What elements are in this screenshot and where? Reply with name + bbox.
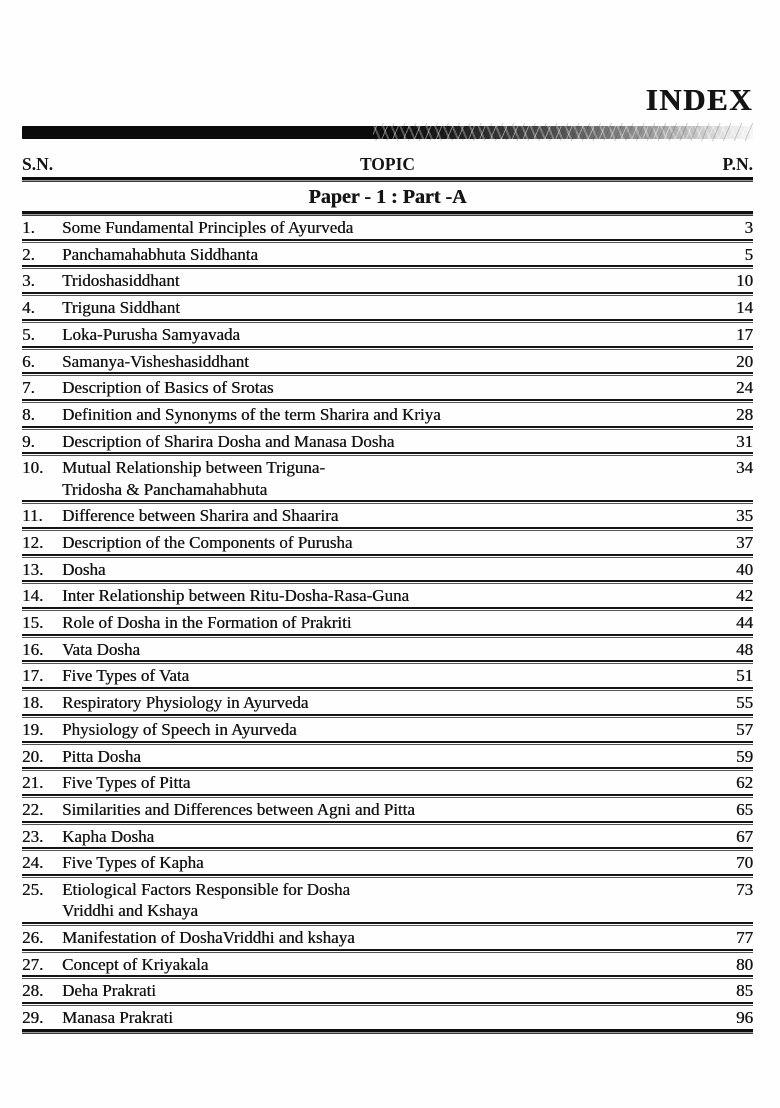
row-page-number: 51	[736, 666, 753, 686]
row-page-number: 55	[736, 693, 753, 713]
table-row	[22, 953, 753, 976]
row-serial-number: 8.	[22, 404, 35, 424]
row-topic-line1: Five Types of Kapha	[62, 853, 204, 873]
row-topic-line1: Panchamahabhuta Siddhanta	[62, 244, 258, 264]
header-page-number: P.N.	[722, 154, 753, 174]
row-topic	[62, 324, 693, 345]
row-rule	[22, 1029, 753, 1034]
row-topic-line1: Physiology of Speech in Ayurveda	[62, 719, 297, 739]
row-topic-line1: Tridoshasiddhant	[62, 271, 180, 291]
row-topic	[62, 270, 693, 291]
row-page-number: 80	[736, 954, 753, 974]
row-topic-line1: Manifestation of DoshaVriddhi and kshaya	[62, 927, 355, 947]
row-topic	[62, 559, 693, 580]
row-topic-line2: Tridosha & Panchamahabhuta	[62, 479, 268, 499]
row-topic-line1: Mutual Relationship between Triguna-	[62, 458, 326, 478]
row-topic-line2: Vriddhi and Kshaya	[62, 901, 198, 921]
row-topic-line1: Inter Relationship between Ritu-Dosha-Rasa-Guna	[62, 586, 409, 606]
row-page-number: 37	[736, 532, 753, 552]
table-header-row	[22, 154, 753, 175]
table-row	[22, 718, 753, 741]
row-topic	[62, 244, 693, 265]
row-topic	[62, 639, 693, 660]
row-topic	[62, 719, 693, 740]
row-serial-number: 11.	[22, 506, 43, 526]
row-page-number: 3	[744, 218, 753, 237]
row-serial-number: 16.	[22, 639, 44, 659]
row-topic-line1: Five Types of Pitta	[62, 773, 191, 793]
row-page-number: 42	[736, 586, 753, 606]
row-topic-line1: Description of the Components of Purusha	[62, 532, 353, 552]
row-serial-number: 13.	[22, 559, 44, 579]
row-serial-number: 24.	[22, 853, 44, 873]
table-row	[22, 531, 753, 554]
row-serial-number: 2.	[22, 244, 35, 264]
table-row	[22, 878, 753, 922]
row-serial-number: 26.	[22, 927, 44, 947]
row-page-number: 59	[736, 746, 753, 766]
row-serial-number: 5.	[22, 324, 35, 344]
row-topic-line1: Dosha	[62, 559, 106, 579]
table-row	[22, 851, 753, 874]
row-topic-line1: Kapha Dosha	[62, 826, 155, 846]
row-serial-number: 14.	[22, 586, 44, 606]
row-page-number: 31	[736, 431, 753, 451]
row-topic	[62, 585, 693, 606]
table-row	[22, 296, 753, 319]
row-page-number: 40	[736, 559, 753, 579]
table-row	[22, 216, 753, 239]
table-row	[22, 243, 753, 266]
row-page-number: 65	[736, 799, 753, 819]
row-topic	[62, 1007, 693, 1028]
row-topic	[62, 852, 693, 873]
row-page-number: 85	[736, 981, 753, 1001]
row-topic	[62, 404, 693, 425]
row-page-number: 28	[736, 404, 753, 424]
page-title: INDEX	[645, 82, 753, 117]
row-serial-number: 17.	[22, 666, 44, 686]
table-row	[22, 584, 753, 607]
toc-body	[22, 216, 753, 1034]
row-topic	[62, 879, 693, 921]
row-topic	[62, 505, 693, 526]
row-serial-number: 15.	[22, 613, 44, 633]
row-topic-line1: Loka-Purusha Samyavada	[62, 324, 240, 344]
row-serial-number: 28.	[22, 981, 44, 1001]
row-topic-line1: Vata Dosha	[62, 639, 140, 659]
table-row	[22, 745, 753, 768]
row-page-number: 10	[736, 271, 753, 291]
row-serial-number: 6.	[22, 351, 35, 371]
row-topic-line1: Triguna Siddhant	[62, 298, 180, 318]
row-page-number: 77	[736, 927, 753, 947]
table-row	[22, 771, 753, 794]
table-row	[22, 430, 753, 453]
row-page-number: 34	[736, 458, 753, 478]
row-topic	[62, 431, 693, 452]
row-serial-number: 18.	[22, 693, 44, 713]
row-page-number: 73	[736, 880, 753, 900]
row-topic	[62, 217, 693, 238]
row-topic-line1: Definition and Synonyms of the term Sharira and Kriya	[62, 404, 441, 424]
row-topic-line1: Concept of Kriyakala	[62, 954, 209, 974]
table-row	[22, 456, 753, 500]
row-topic-line1: Etiological Factors Responsible for Dosha	[62, 880, 351, 900]
section-heading: Paper - 1 : Part -A	[308, 186, 467, 208]
row-serial-number: 21.	[22, 773, 44, 793]
row-page-number: 70	[736, 853, 753, 873]
row-serial-number: 4.	[22, 298, 35, 318]
row-topic	[62, 351, 693, 372]
table-row	[22, 1006, 753, 1029]
row-serial-number: 9.	[22, 431, 35, 451]
table-row	[22, 691, 753, 714]
decorative-banner-bar	[22, 126, 753, 139]
row-topic	[62, 826, 693, 847]
row-serial-number: 25.	[22, 880, 44, 900]
row-serial-number: 23.	[22, 826, 44, 846]
table-row	[22, 323, 753, 346]
row-serial-number: 27.	[22, 954, 44, 974]
table-row	[22, 269, 753, 292]
row-topic	[62, 772, 693, 793]
table-row	[22, 825, 753, 848]
row-topic	[62, 612, 693, 633]
row-topic-line1: Difference between Sharira and Shaarira	[62, 506, 339, 526]
row-topic	[62, 457, 693, 499]
row-page-number: 5	[744, 244, 753, 264]
table-row	[22, 558, 753, 581]
row-topic	[62, 665, 693, 686]
row-topic	[62, 927, 693, 948]
row-topic-line1: Respiratory Physiology in Ayurveda	[62, 693, 309, 713]
table-row	[22, 403, 753, 426]
row-page-number: 67	[736, 826, 753, 846]
row-serial-number: 7.	[22, 378, 35, 398]
row-page-number: 17	[736, 324, 753, 344]
row-topic-line1: Similarities and Differences between Agni and Pitta	[62, 799, 415, 819]
row-topic-line1: Samanya-Visheshasiddhant	[62, 351, 249, 371]
table-row	[22, 376, 753, 399]
row-topic-line1: Pitta Dosha	[62, 746, 141, 766]
table-row	[22, 926, 753, 949]
row-page-number: 24	[736, 378, 753, 398]
row-topic-line1: Description of Basics of Srotas	[62, 378, 274, 398]
row-serial-number: 1.	[22, 218, 35, 237]
row-serial-number: 12.	[22, 532, 44, 552]
row-topic-line1: Manasa Prakrati	[62, 1008, 173, 1028]
row-page-number: 62	[736, 773, 753, 793]
row-topic-line1: Some Fundamental Principles of Ayurveda	[62, 218, 354, 237]
row-topic	[62, 980, 693, 1001]
header-topic: TOPIC	[359, 154, 416, 174]
row-page-number: 48	[736, 639, 753, 659]
row-topic-line1: Role of Dosha in the Formation of Prakriti	[62, 613, 352, 633]
row-topic	[62, 377, 693, 398]
row-topic	[62, 532, 693, 553]
table-row	[22, 664, 753, 687]
table-row	[22, 979, 753, 1002]
row-page-number: 44	[736, 613, 753, 633]
row-page-number: 96	[736, 1008, 753, 1028]
row-serial-number: 19.	[22, 719, 44, 739]
row-topic	[62, 746, 693, 767]
row-serial-number: 29.	[22, 1008, 44, 1028]
row-topic-line1: Five Types of Vata	[62, 666, 190, 686]
table-row	[22, 638, 753, 661]
row-serial-number: 20.	[22, 746, 44, 766]
row-topic	[62, 692, 693, 713]
row-topic	[62, 954, 693, 975]
table-row	[22, 504, 753, 527]
row-page-number: 35	[736, 506, 753, 526]
row-page-number: 14	[736, 298, 753, 318]
row-serial-number: 3.	[22, 271, 35, 291]
table-row	[22, 611, 753, 634]
row-page-number: 57	[736, 719, 753, 739]
row-topic	[62, 799, 693, 820]
row-serial-number: 22.	[22, 799, 44, 819]
header-serial-number: S.N.	[22, 154, 54, 174]
row-topic	[62, 297, 693, 318]
table-row	[22, 798, 753, 821]
row-page-number: 20	[736, 351, 753, 371]
row-topic-line1: Deha Prakrati	[62, 981, 156, 1001]
row-topic-line1: Description of Sharira Dosha and Manasa Dosha	[62, 431, 395, 451]
row-serial-number: 10.	[22, 458, 44, 478]
table-row	[22, 350, 753, 373]
